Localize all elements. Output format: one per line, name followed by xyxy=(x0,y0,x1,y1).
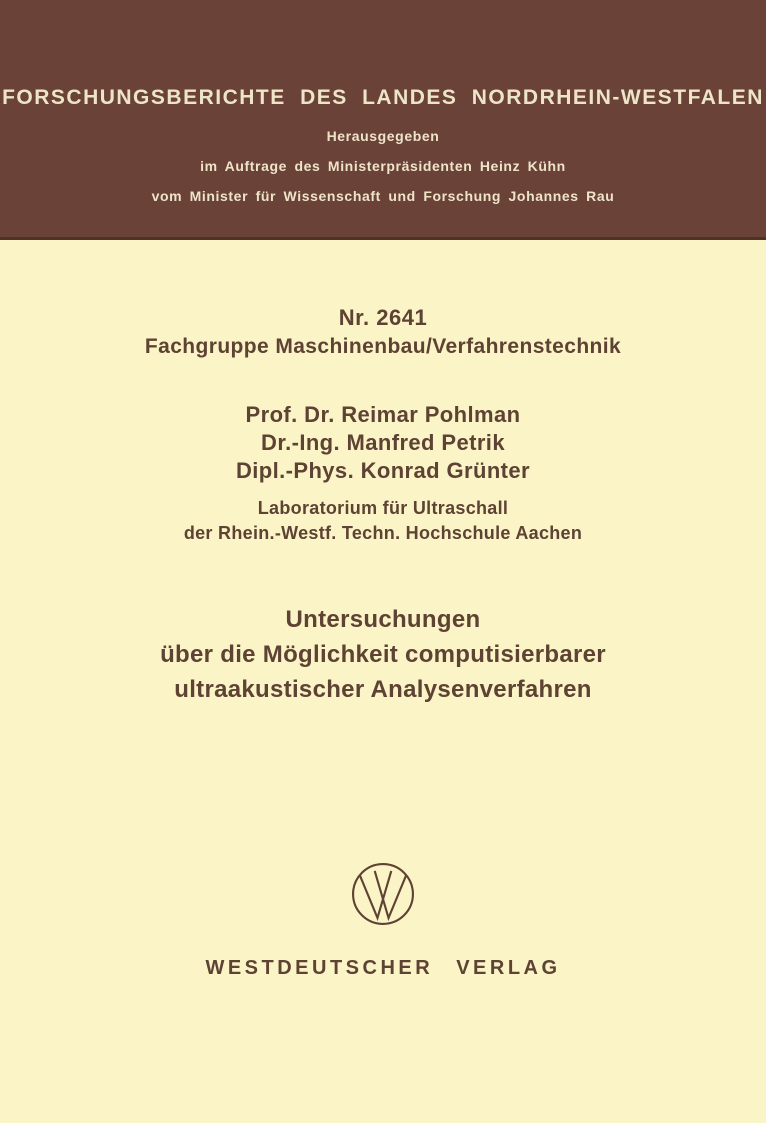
affiliation-line: Laboratorium für Ultraschall xyxy=(257,498,509,518)
affiliation-line: der Rhein.-Westf. Techn. Hochschule Aachen xyxy=(183,523,583,543)
cover-body xyxy=(0,240,766,981)
publisher-logo xyxy=(0,859,766,929)
wv-monogram-icon xyxy=(348,859,418,929)
book-title-line: ultraakustischer Analysenverfahren xyxy=(174,676,592,703)
author-name: Dipl.-Phys. Konrad Grünter xyxy=(236,458,530,483)
commissioned-by-line: im Auftrage des Ministerpräsidenten Heinz Kühn xyxy=(200,158,566,174)
series-banner xyxy=(0,0,766,240)
publisher-name: WESTDEUTSCHER VERLAG xyxy=(205,957,561,979)
edited-by-label: Herausgegeben xyxy=(326,128,440,144)
affiliation-block xyxy=(0,496,766,546)
issue-department: Fachgruppe Maschinenbau/Verfahrenstechnik xyxy=(144,335,622,358)
issue-number: Nr. 2641 xyxy=(338,305,428,330)
authors-block xyxy=(0,401,766,485)
series-title: FORSCHUNGSBERICHTE DES LANDES NORDRHEIN-WESTFALEN xyxy=(2,86,764,109)
book-title-line: Untersuchungen xyxy=(285,606,481,633)
author-name: Prof. Dr. Reimar Pohlman xyxy=(245,402,521,427)
book-title-line: über die Möglichkeit computisierbarer xyxy=(160,641,606,668)
book-title xyxy=(0,602,766,707)
minister-line: vom Minister für Wissenschaft und Forschung Johannes Rau xyxy=(151,188,615,204)
author-name: Dr.-Ing. Manfred Petrik xyxy=(261,430,505,455)
